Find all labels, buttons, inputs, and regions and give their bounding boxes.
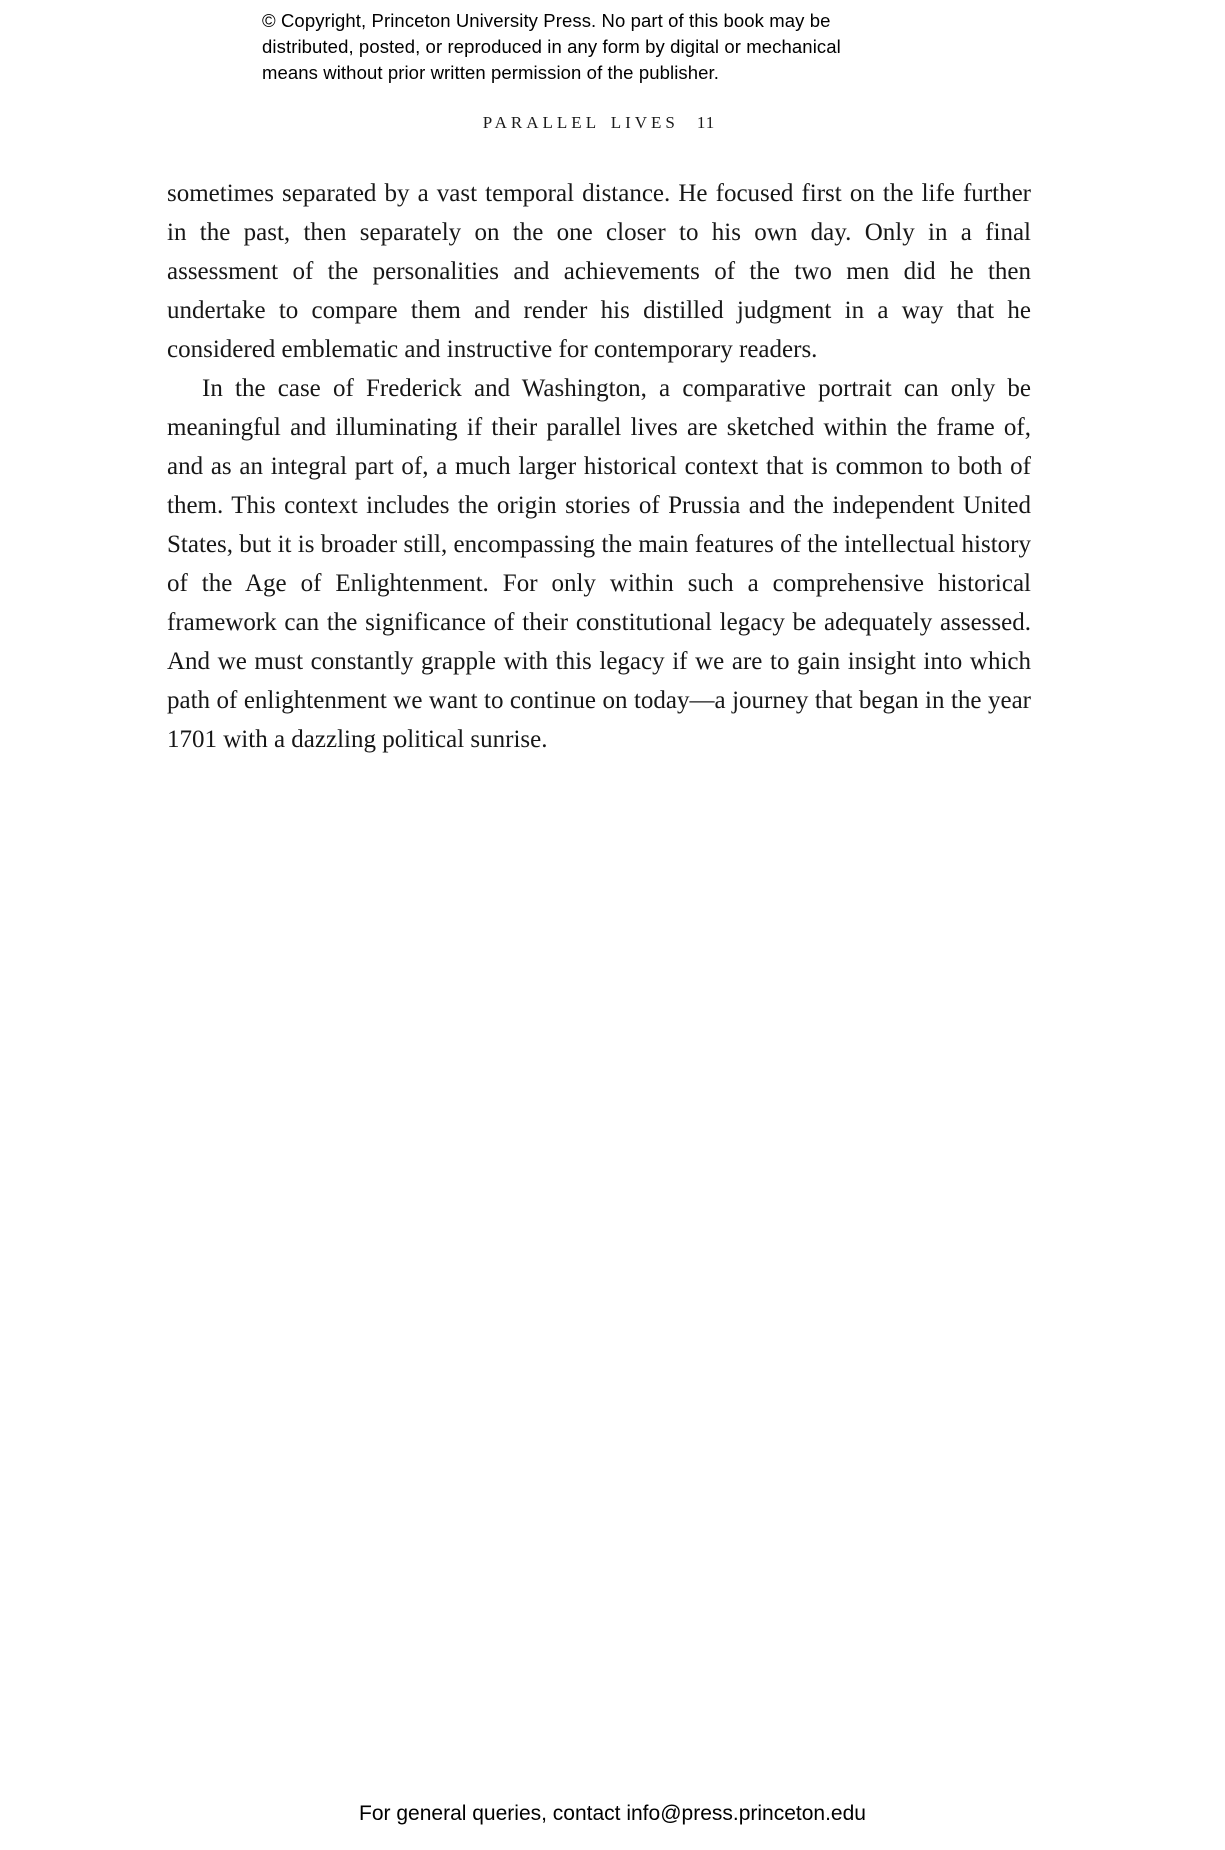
copyright-notice: [262, 8, 841, 86]
running-head-title: PARALLEL LIVES: [482, 113, 679, 132]
copyright-line-3: means without prior written permission of the publisher.: [262, 62, 720, 83]
body-paragraph-1: sometimes separated by a vast temporal distance. He focused first on the life further in the past, then separately on the one closer to his own day. Only in a final assessment of the personalities and achievements of the two men did he then undertake to compare them and render his distilled judgment in a way that he considered emblematic and instructive for contemporary readers.: [167, 180, 1031, 363]
body-text-block: [167, 174, 1031, 759]
footer-contact-text: For general queries, contact info@press.princeton.edu: [359, 1802, 866, 1825]
body-paragraph-2: In the case of Frederick and Washington, a comparative portrait can only be meaningful and illuminating if their parallel lives are sketched within the frame of, and as an integral part of, a much larger historical context that is common to both of them. This context includes the origin stories of Prussia and the independent United States, but it is broader still, encompassing the main features of the intellectual history of the Age of Enlightenment. For only within such a comprehensive historical framework can the significance of their constitutional legacy be adequately assessed. And we must constantly grapple with this legacy if we are to gain insight into which path of enlightenment we want to continue on today—a journey that began in the year 1701 with a dazzling political sunrise.: [167, 375, 1031, 753]
footer-contact-line: [0, 1801, 1225, 1827]
copyright-line-2: distributed, posted, or reproduced in any form by digital or mechanical: [262, 36, 841, 57]
running-head: [167, 113, 1031, 132]
page-number: 11: [696, 113, 716, 132]
copyright-line-1: © Copyright, Princeton University Press. No part of this book may be: [262, 10, 831, 31]
